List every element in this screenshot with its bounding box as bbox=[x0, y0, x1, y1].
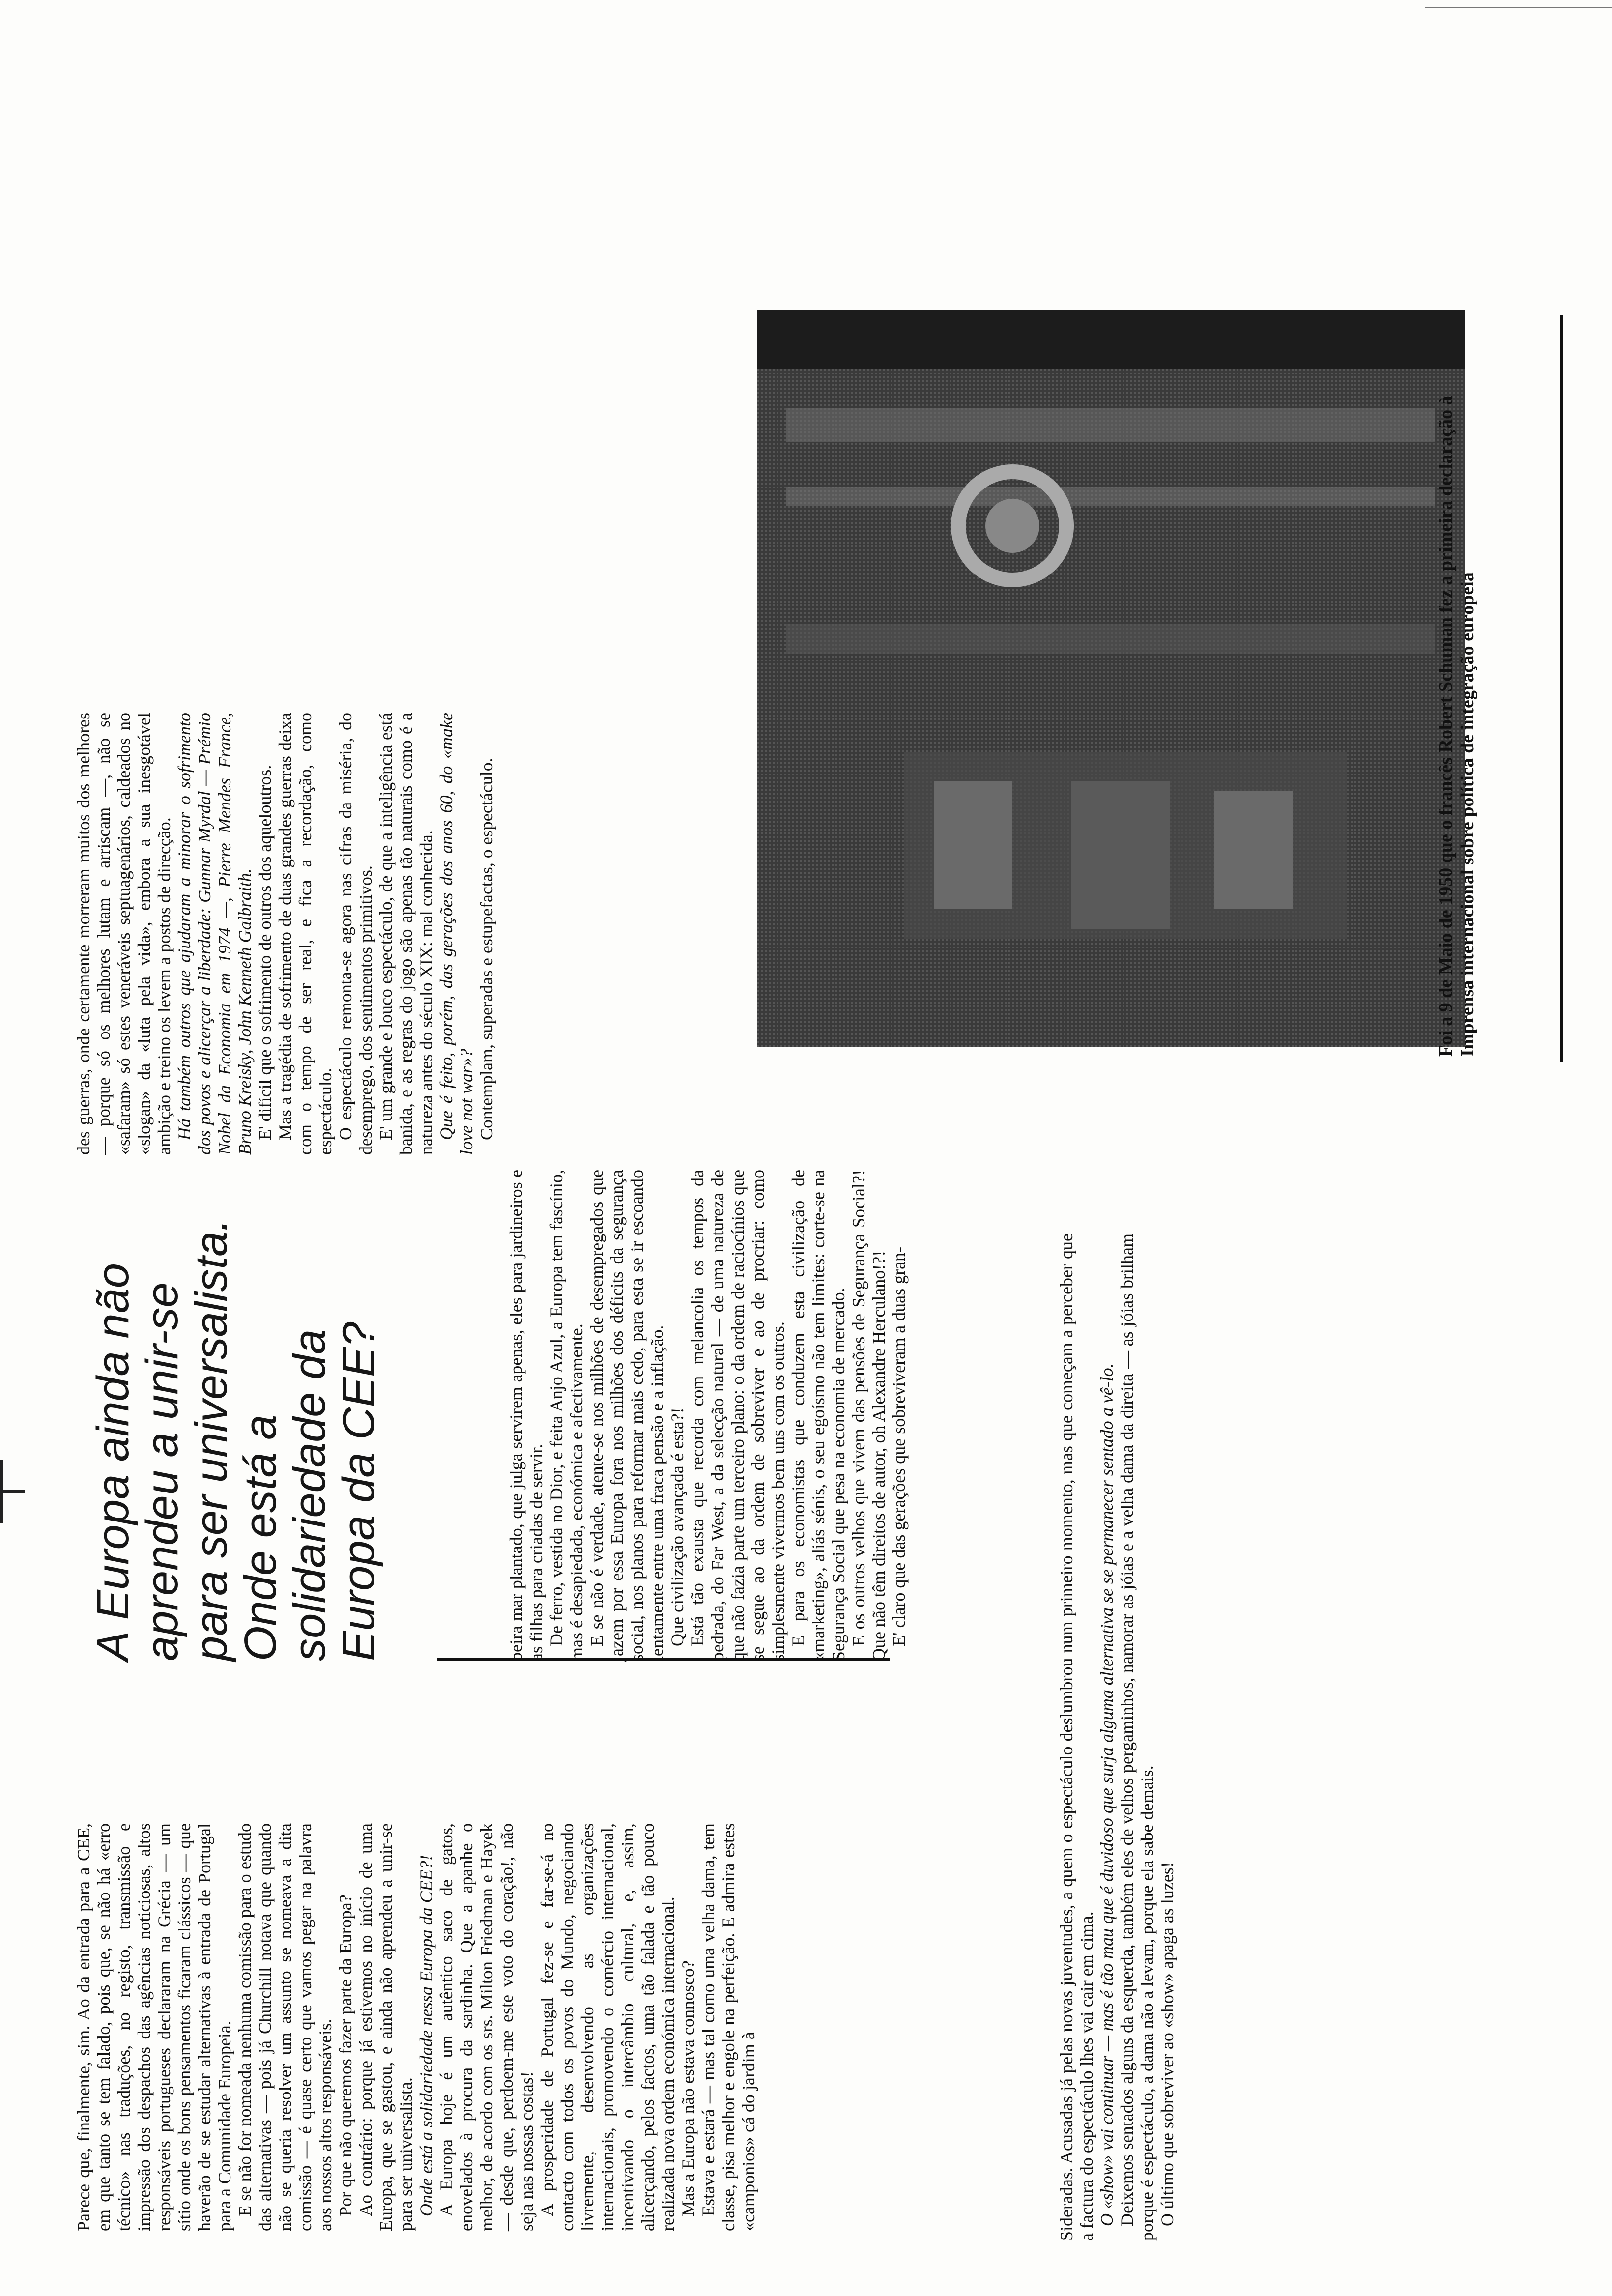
paragraph: E' um grande e louco espectáculo, de que a inteligência está banida, e as regras do jogo são apenas tão naturais como é a natureza antes do século XIX: mal conhecida. bbox=[376, 713, 436, 1155]
ornament-mark bbox=[0, 1460, 3, 1523]
paragraph: A Europa hoje é um autêntico saco de gatos, enovelados à procura da sardinha. Que a apanhe o melhor, de acordo com os srs. Milton Friedman e Hayek — desde que, perdoem-me este voto do coração!, não seja nas nossas costas! bbox=[436, 1823, 537, 2231]
photo-caption: Foi a 9 de Maio de 1950 que o francês Robert Schuman fez a primeira declaração à Imprensa internacional sobre política de integração europeia bbox=[1436, 396, 1478, 1057]
right-margin-rule bbox=[1560, 315, 1563, 1062]
paragraph: Deixemos sentados alguns da esquerda, também eles de velhos pergaminhos, namorar as jóias e a velha dama da direita — as jóias brilham porque é espectáculo, a dama não a levam, porque ela sabe demais. bbox=[1117, 1234, 1157, 2241]
paragraph: Parece que, finalmente, sim. Ao da entrada para a CEE, em que tanto se tem falado, pois que, se não há «erro técnico» nas traduções, no registo, transmissão e impressão dos despachos das agências noticiosas, altos responsáveis portugueses declararam na Grécia — um sítio onde os bons pensamentos ficaram clássicos — que haverão de se estudar alternativas à entrada de Portugal para a Comunidade Europeia. bbox=[74, 1823, 234, 2231]
article-headline: A Europa ainda não aprendeu a unir-se para ser universalista. Onde está a solidariedade da Europa da CEE? bbox=[88, 1219, 384, 1661]
paragraph: Mas a Europa não estava connosco? bbox=[678, 1960, 698, 2216]
paragraph: Mas a tragédia de sofrimento de duas grandes guerras deixa com o tempo de ser real, e fica a recordação, como espectáculo. bbox=[275, 713, 335, 1155]
paragraph: Há também outros que ajudaram a minorar o sofrimento dos povos e alicerçar a liberdade: Gunnar Myrdal — Prémio Nobel da Economia em 1974 —, Pierre Mendes France, Bruno Kreisky, John Kenneth Galbraith. bbox=[174, 713, 255, 1155]
scan-edge-line bbox=[1425, 7, 1612, 8]
paragraph: Por que não queremos fazer parte da Europa? bbox=[336, 1894, 355, 2216]
paragraph: O último que sobreviver ao «show» apaga as luzes! bbox=[1157, 1862, 1177, 2226]
paragraph: Que é feito, porém, das gerações dos anos 60, do «make love not war»? bbox=[436, 713, 476, 1155]
paragraph: E se não é verdade, atente-se nos milhões de desempregados que jazem por essa Europa fora nos milhões dos déficits da segurança social, nos planos para reformar mais cedo, para esta se ir escoando lentamente entre uma fraca pensão e a inflação. bbox=[587, 1170, 667, 1661]
paragraph: E' difícil que o sofrimento de outros dos aqueloutros. bbox=[255, 765, 275, 1140]
paragraph: Está tão exausta que recorda com melancolia os tempos da pedrada, do Far West, a da selecção natural — de uma natureza de que não fazia parte um terceiro plano: o da ordem de raciocínios que se segue ao da ordem de sobreviver e ao de procriar: como simplesmente vivermos bem uns com os outros. bbox=[688, 1170, 788, 1661]
paragraph: E os outros velhos que vivem das pensões de Segurança Social?! Que não têm direitos de autor, oh Alexandre Herculano!?! bbox=[849, 1170, 889, 1661]
paragraph: beira mar plantado, que julga servirem apenas, eles para jardineiros e as filhas para criadas de servir. bbox=[506, 1170, 546, 1661]
photo-caption-wrap bbox=[1435, 319, 1524, 1057]
article-column-2 bbox=[506, 1170, 909, 1661]
paragraph: Contemplam, superadas e estupefactas, o espectáculo. bbox=[477, 758, 496, 1140]
paragraph: Ao contrário: porque já estivemos no início de uma Europa, que se gastou, e ainda não aprendeu a unir-se para ser universalista. bbox=[356, 1823, 416, 2231]
paragraph: E para os economistas que conduzem esta civilização de «marketing», aliás sénis, o seu egoísmo não tem limites: corte-se na Segurança Social que pesa na economia de mercado. bbox=[788, 1170, 848, 1661]
rotated-column-4 bbox=[1057, 1234, 1548, 2241]
paragraph: E se não for nomeada nenhuma comissão para o estudo das alternativas — pois já Churchill notava que quando não se queria resolver um assunto se nomeava a dita comissão — é quase certo que vamos pegar na palavra aos nossos altos responsáveis. bbox=[235, 1823, 335, 2231]
paragraph: O espectáculo remonta-se agora nas cifras da miséria, do desemprego, dos sentimentos primitivos. bbox=[336, 713, 375, 1155]
article-column-4 bbox=[1057, 1234, 1178, 2241]
photo-image bbox=[757, 310, 1465, 1047]
article-column-1 bbox=[74, 1823, 759, 2231]
paragraph: Sideradas. Acusadas já pelas novas juventudes, a quem o espectáculo deslumbrou num primeiro momento, mas que começam a perceber que a factura do espectáculo lhes vai cair em cima. bbox=[1057, 1234, 1096, 2241]
paragraph: A prosperidade de Portugal fez-se e far-se-á no contacto com todos os povos do Mundo, negociando livremente, desenvolvendo as organizações internacionais, promovendo o comércio internacional, incentivando o intercâmbio cultural, e, assim, alicerçando, pelos factos, uma tão falada e tão pouco realizada nova ordem económica internacional. bbox=[537, 1823, 678, 2231]
paragraph: De ferro, vestida no Dior, e feita Anjo Azul, a Europa tem fascínio, mas é desapiedada, económica e afectivamente. bbox=[547, 1170, 586, 1661]
paragraph: des guerras, onde certamente morreram muitos dos melhores — porque só os melhores lutam e arriscam —, não se «safaram» só estes veneráveis septuagenários, caldeados no «slogan» da «luta pela vida», embora a sua inesgotável ambição e treino os levem a postos de direcção. bbox=[74, 713, 174, 1155]
paragraph: Estava e estará — mas tal como uma velha dama, tem classe, pisa melhor e engole na perfeição. E admira estes «camponios» cá do jardim à bbox=[698, 1823, 758, 2231]
article-column-3 bbox=[74, 713, 497, 1155]
paragraph: Onde está a solidariedade nessa Europa da CEE?! bbox=[416, 1855, 436, 2216]
paragraph: E' claro que das gerações que sobreviveram a duas gran- bbox=[889, 1246, 909, 1646]
paragraph: O «show» vai continuar — mas é tão mau que é duvidoso que surja alguma alternativa se se permanecer sentado a vê-lo. bbox=[1097, 1363, 1117, 2226]
paragraph: Que civilização avançada é esta?! bbox=[667, 1407, 687, 1646]
historical-photo bbox=[757, 310, 1465, 1047]
